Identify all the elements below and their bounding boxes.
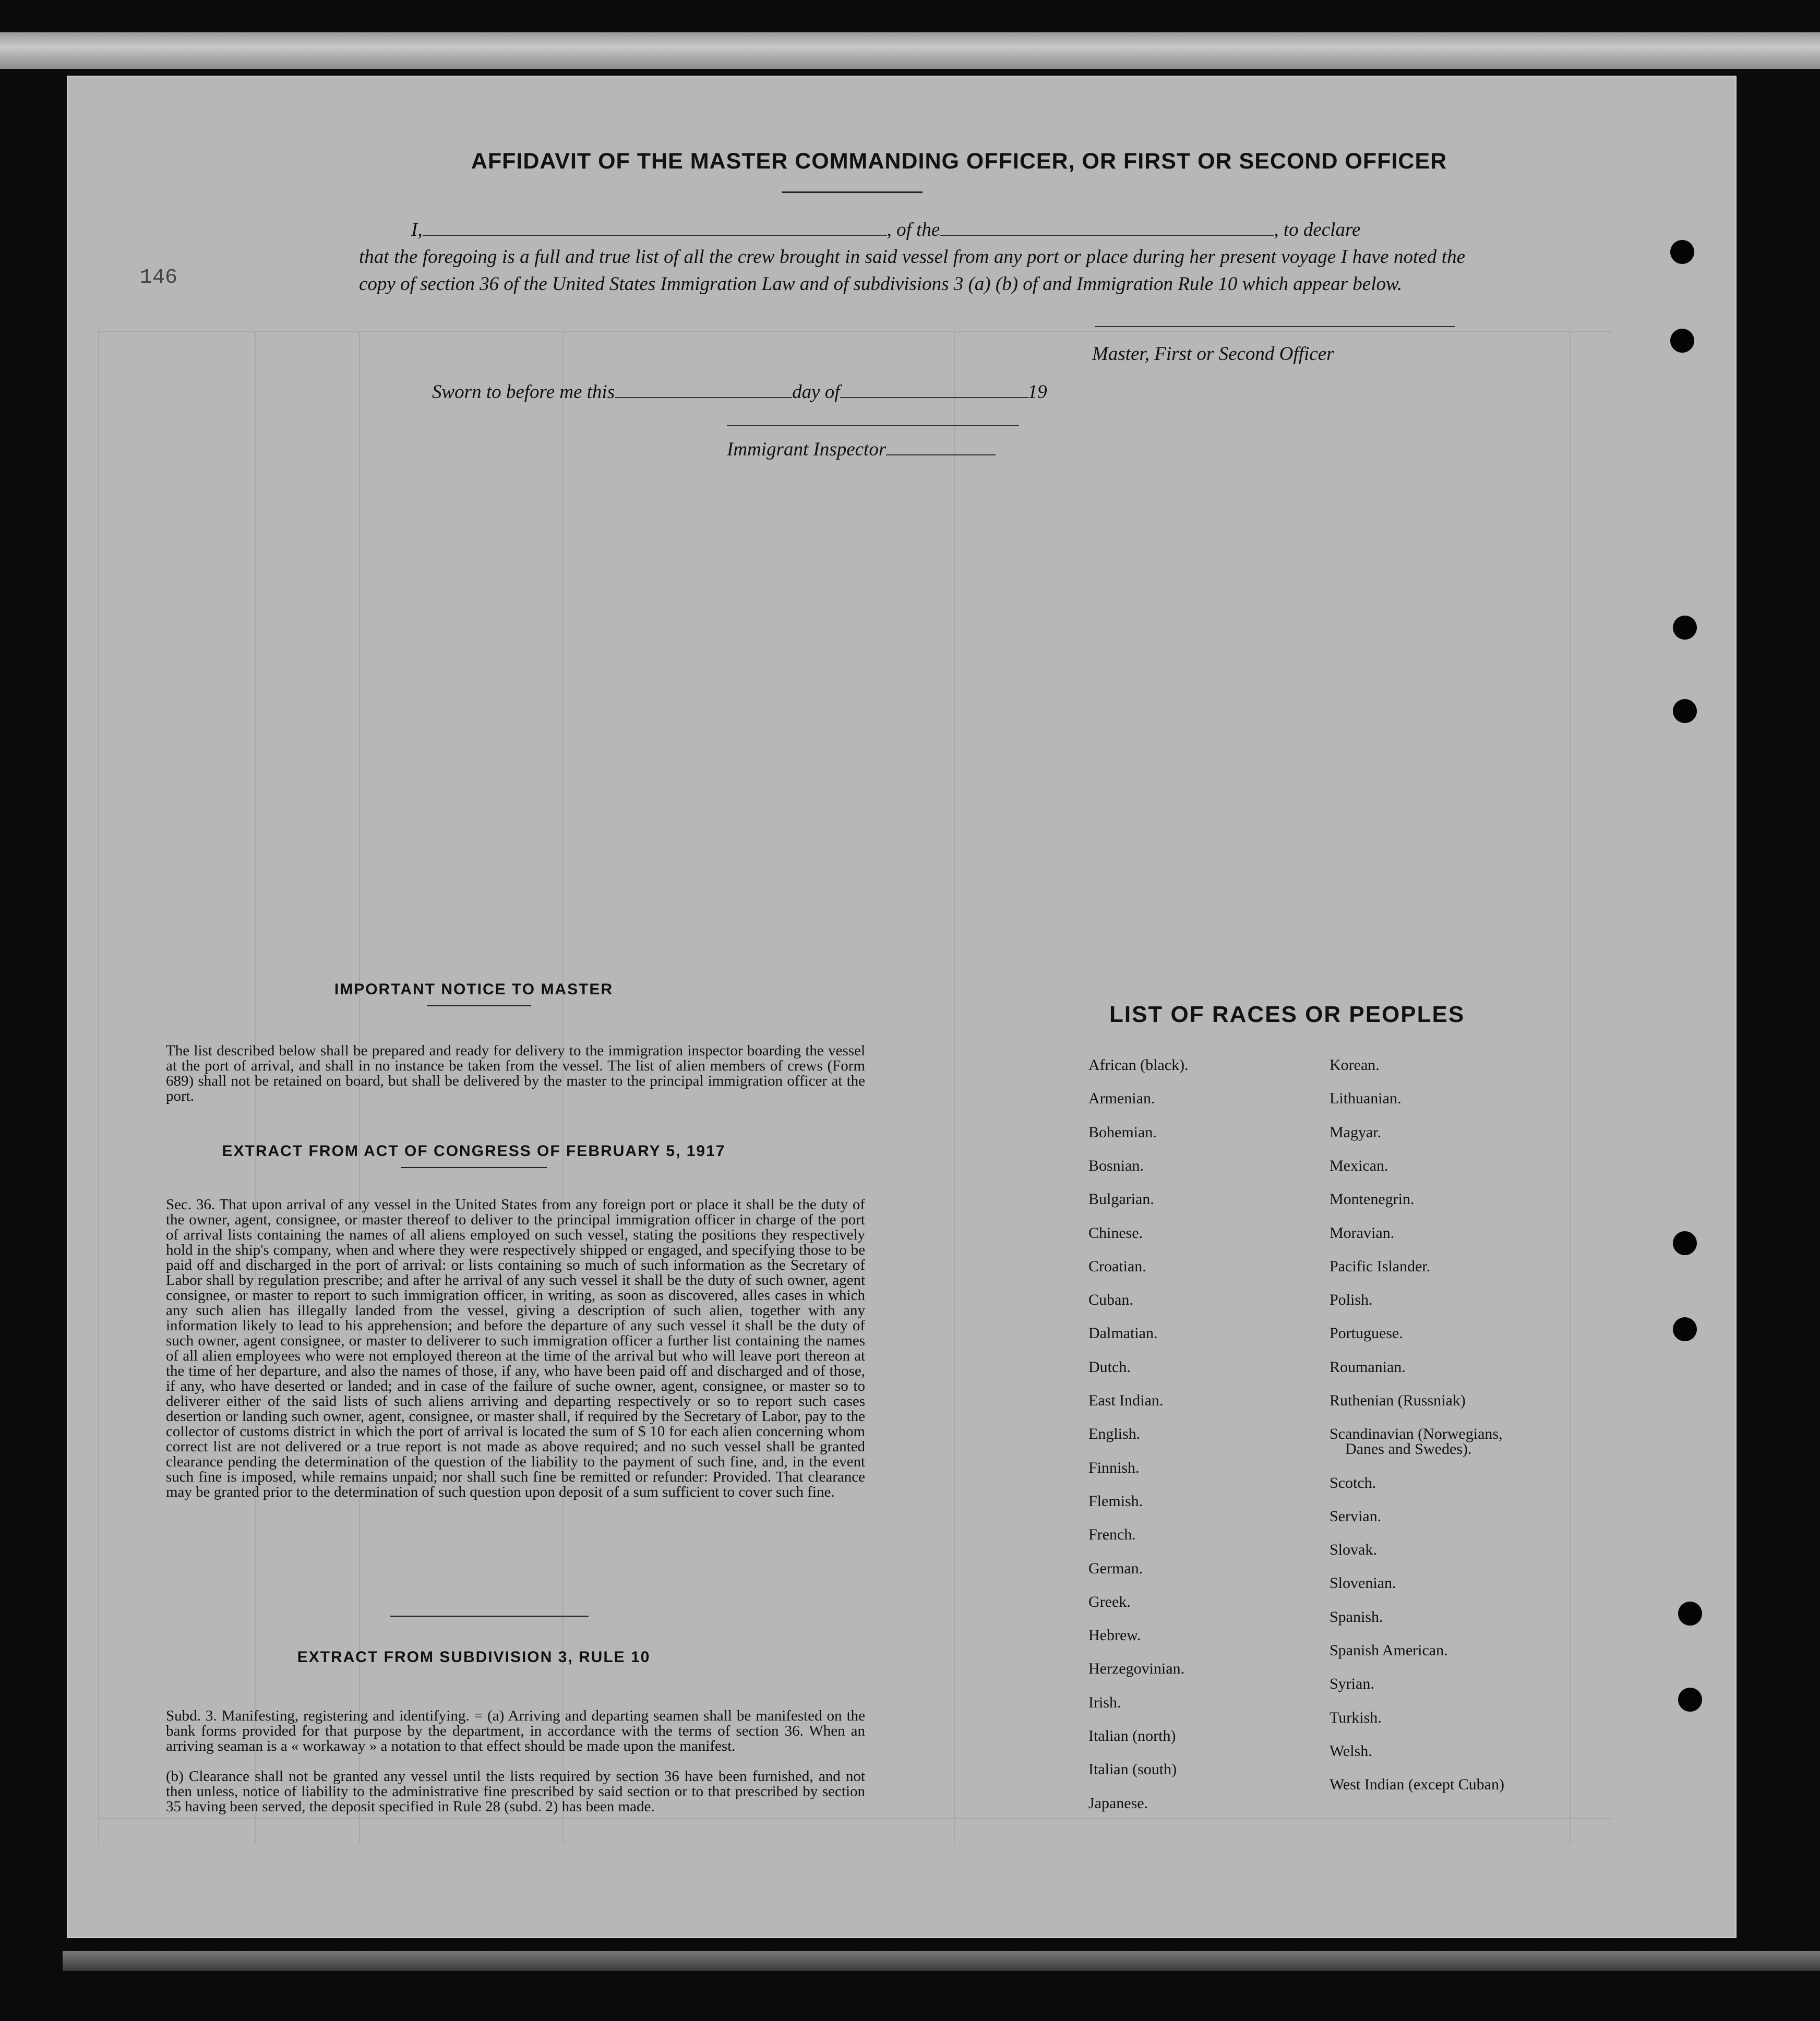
race-item: Croatian. (1088, 1257, 1146, 1275)
race-item: Welsh. (1330, 1742, 1372, 1760)
race-item: Lithuanian. (1330, 1090, 1402, 1108)
race-item: Ruthenian (Russniak) (1330, 1392, 1466, 1409)
race-item: Turkish. (1330, 1709, 1382, 1726)
race-item: East Indian. (1088, 1392, 1164, 1409)
race-item: Pacific Islander. (1330, 1257, 1431, 1275)
document-page (67, 76, 1737, 1938)
race-item: Scandinavian (Norwegians, (1330, 1425, 1503, 1443)
officer-label: Master, First or Second Officer (1092, 343, 1334, 365)
punch-hole (1670, 240, 1694, 264)
race-item: Mexican. (1330, 1157, 1388, 1174)
race-item: Bulgarian. (1088, 1190, 1154, 1208)
bottom-film-strip (63, 1951, 1820, 1971)
race-item: Polish. (1330, 1291, 1373, 1309)
punch-hole (1673, 699, 1697, 723)
race-item: Italian (south) (1088, 1761, 1177, 1778)
act-heading: EXTRACT FROM ACT OF CONGRESS OF FEBRUARY 5, 1917 (222, 1142, 726, 1160)
race-item: Scotch. (1330, 1474, 1376, 1491)
declaration-i: I, (411, 219, 423, 240)
race-item: Moravian. (1330, 1224, 1395, 1242)
race-item: Slovak. (1330, 1541, 1377, 1559)
declaration-first-line (359, 216, 1465, 244)
race-item: Montenegrin. (1330, 1190, 1415, 1208)
punch-hole (1673, 1231, 1697, 1255)
title-rule (782, 191, 923, 193)
race-item: Bohemian. (1088, 1123, 1157, 1141)
inspector-label: Immigrant Inspector (727, 439, 887, 460)
rule-heading: EXTRACT FROM SUBDIVISION 3, RULE 10 (297, 1649, 651, 1666)
notice-text: The list described below shall be prepared and ready for delivery to the immigration inspector boarding the vessel at the port of arrival, and shall in no instance be taken from the vessel. The list of alien members of crews (Form 689) shall not be retained on board, but shall be delivered by the master to the principal immigration officer at the port. (166, 1042, 865, 1104)
punch-hole (1678, 1602, 1702, 1626)
races-heading: LIST OF RACES OR PEOPLES (1109, 1002, 1465, 1027)
race-item: Finnish. (1088, 1459, 1140, 1476)
race-item: Spanish American. (1330, 1642, 1448, 1659)
race-item: African (black). (1088, 1056, 1189, 1074)
race-item: Magyar. (1330, 1123, 1382, 1141)
race-item: Korean. (1330, 1056, 1380, 1074)
race-item: German. (1088, 1559, 1143, 1577)
notice-rule (427, 1005, 531, 1006)
officer-signature-line[interactable] (1095, 326, 1455, 327)
declaration-to-declare: , to declare (1274, 219, 1361, 240)
rule-text-a: Subd. 3. Manifesting, registering and identifying. = (a) Arriving and departing seamen shall be manifested on the bank forms provided for that purpose by the department, in accordance with the terms of section 36. When an arriving seaman is a « workaway » a notation to that effect should be made upon the manifest. (166, 1707, 865, 1754)
race-item: Danes and Swedes). (1345, 1440, 1472, 1458)
race-item: English. (1088, 1425, 1141, 1443)
race-item: Japanese. (1088, 1794, 1148, 1812)
inspector-blank[interactable] (886, 439, 996, 455)
rule-text-b: (b) Clearance shall not be granted any vessel until the lists required by section 36 have been furnished, and not then unless, notice of liability to the administrative fine prescribed by said section or to that prescribed by section 35 having been served, the deposit specified in Rule 28 (subd. 2) has been made. (166, 1768, 865, 1815)
ghost-row-line (98, 1818, 1611, 1819)
margin-number: 146 (140, 266, 178, 290)
race-item: Dalmatian. (1088, 1325, 1158, 1342)
race-item: Chinese. (1088, 1224, 1143, 1242)
day-of-label: day of (792, 381, 840, 403)
sworn-month-blank[interactable] (840, 381, 1028, 398)
punch-hole (1670, 329, 1694, 353)
race-item: Servian. (1330, 1507, 1382, 1525)
ghost-column-line (1570, 331, 1571, 1844)
punch-hole (1673, 1317, 1697, 1341)
act-end-rule (390, 1616, 589, 1617)
sworn-line (432, 381, 1047, 403)
race-item: Italian (north) (1088, 1727, 1176, 1745)
race-item: Armenian. (1088, 1090, 1155, 1108)
race-item: Greek. (1088, 1593, 1131, 1610)
race-item: Flemish. (1088, 1492, 1143, 1510)
race-item: Portuguese. (1330, 1325, 1403, 1342)
sworn-label: Sworn to before me this (432, 381, 615, 403)
race-item: French. (1088, 1526, 1136, 1544)
race-item: Hebrew. (1088, 1627, 1141, 1644)
affidavit-title: AFFIDAVIT OF THE MASTER COMMANDING OFFICER, OR FIRST OR SECOND OFFICER (471, 149, 1447, 174)
race-item: Slovenian. (1330, 1574, 1396, 1592)
race-item: Bosnian. (1088, 1157, 1144, 1174)
inspector-line (727, 438, 996, 461)
act-text: Sec. 36. That upon arrival of any vessel in the United States from any foreign port or place it shall be the duty of the owner, agent, consignee, or master thereof to deliver to the principal immigration officer in charge of the port of arrival lists containing the names of all aliens employed on such vessel, stating the positions they respectively hold in the ship's company, when and where they were respectively shipped or engaged, and specifying those to be paid off and discharged in the port of arrival: or lists containing so much of such information as the Secretary of Labor shall by regulation prescribe; and after he arrival of any such vessel it shall be the duty of such owner, agent consignee, or master to report to such immigration officer, in writing, as soon as discovered, alles cases in which any such alien has illegally landed from the vessel, giving a description of such alien, together with any information likely to lead to his apprehension; and before the departure of any such vessel it shall be the duty of such owner, agent consignee, or master to deliverer to such immigration officer a further list containing the names of all alien employees who were not employed thereon at the time of the arrival but who will leave port thereon at the time of her departure, and also the names of those, if any, who have been paid off and discharged and of those, if any, who have deserted or landed; and in case of the failure of suche owner, agent, consignee, or master so to deliverer either of the said lists of such aliens arriving and departing respectively or so to report such cases desertion or landing such owner, agent, consignee, or master shall, if required by the Secretary of Labor, pay to the collector of customs district in which the port of arrival is located the sum of $ 10 for each alien concerning whom correct list are not delivered or a true report is not made as above required; and no such vessel shall be granted clearance pending the determination of the question of the liability to the payment of such fine, and, in the event such fine is imposed, while remains unpaid; nor shall such fine be remitted or refunder: Provided. That clearance may be granted prior to the determination of such question upon deposit of a sum sufficient to cover such fine. (166, 1196, 865, 1500)
top-film-strip (0, 32, 1820, 69)
ghost-row-line (98, 331, 1611, 332)
ghost-column-line (98, 331, 99, 1844)
vessel-name-blank[interactable] (940, 219, 1274, 236)
race-item: Syrian. (1330, 1675, 1374, 1693)
race-item: West Indian (except Cuban) (1330, 1776, 1504, 1794)
ghost-column-line (954, 331, 955, 1844)
punch-hole (1678, 1688, 1702, 1712)
notice-heading: IMPORTANT NOTICE TO MASTER (334, 981, 614, 998)
declaration-body: that the foregoing is a full and true list of all the crew brought in said vessel from any port or place during her present voyage I have noted the copy of section 36 of the United States Immigration Law and of subdivisions 3 (a) (b) of and Immigration Rule 10 which appear below. (359, 246, 1465, 295)
race-item: Herzegovinian. (1088, 1660, 1185, 1678)
race-item: Irish. (1088, 1693, 1121, 1711)
race-item: Spanish. (1330, 1608, 1383, 1626)
race-item: Roumanian. (1330, 1358, 1406, 1376)
race-item: Cuban. (1088, 1291, 1133, 1309)
race-item: Dutch. (1088, 1358, 1131, 1376)
punch-hole (1673, 616, 1697, 640)
inspector-signature-line[interactable] (727, 425, 1019, 426)
act-rule (401, 1167, 547, 1168)
declaration-of-the: , of the (887, 219, 940, 240)
sworn-day-blank[interactable] (615, 381, 792, 398)
year-label: 19 (1027, 381, 1047, 403)
master-name-blank[interactable] (423, 219, 887, 236)
declaration-text (359, 216, 1465, 298)
